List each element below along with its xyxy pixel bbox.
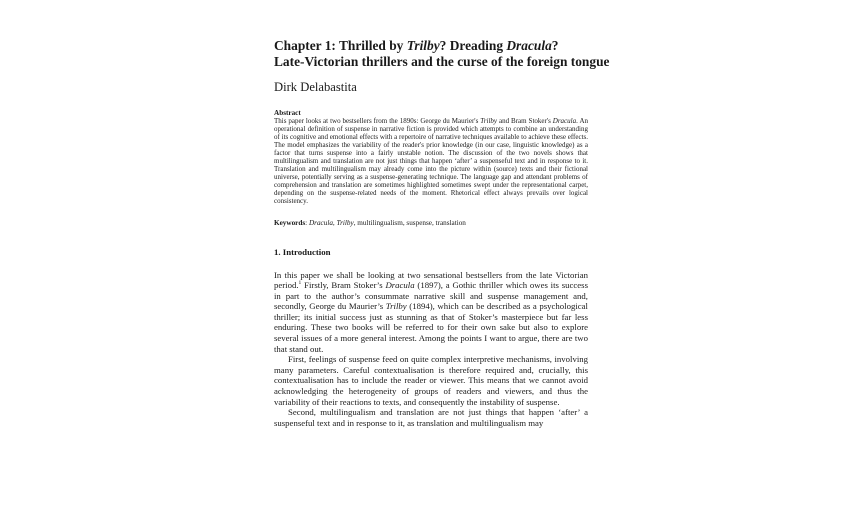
chapter-title-mid: ? Dreading: [439, 38, 507, 53]
body-paragraph-2: First, feelings of suspense feed on quite complex interpretive mechanisms, involving many parameters. Careful contextualisation is therefore required and, crucially, this contextualisation has to include the reader or viewer. This means that we cannot avoid acknowledging the heterogeneity of groups of readers and viewers, and thus the variability of their reactions to texts, and consequently the instability of suspense.: [274, 354, 588, 407]
keywords-label: Keywords: [274, 218, 306, 227]
chapter-title-prefix: Chapter 1: Thrilled by: [274, 38, 407, 53]
abstract-text: This paper looks at two bestsellers from the 1890s: George du Maurier's Trilby and Bram Stoker's Dracula. An operational definition of suspense in narrative fiction is provided which attempts to combine an understanding of its cognitive and emotional effects with a repertoire of narrative techniques available to achieve these effects. The model emphasizes the variability of the reader's prior knowledge (in our case, linguistic knowledge) as a factor that turns suspense into a fairly unstable notion. The discussion of the two novels shows that multilingualism and translation are not just things that happen ‘after’ a suspenseful text and in response to it. Translation and multilingualism may already come into the picture within (source) texts and their fictional universe, potentially serving as a suspense-generating technique. The language gap and attendant problems of comprehension and translation are sometimes highlighted sometimes swept under the representational carpet, depending on the suspense-related needs of the moment. Rhetorical effect always prevails over logical consistency.: [274, 117, 589, 206]
chapter-title-trilby: Trilby: [406, 38, 440, 53]
paper-page: [274, 38, 610, 428]
keywords-line: Keywords: Dracula, Trilby, multilingualism, suspense, translation: [274, 218, 466, 227]
chapter-title: [274, 38, 588, 54]
chapter-title-dracula: Dracula: [506, 38, 552, 53]
author-name: Dirk Delabastita: [274, 80, 357, 94]
body-paragraph-3: Second, multilingualism and translation are not just things that happen ‘after’ a suspenseful text and in response to it, as translation and multilingualism may: [274, 407, 588, 428]
footnote-marker[interactable]: 1: [298, 280, 302, 287]
chapter-subtitle: Late-Victorian thrillers and the curse of the foreign tongue: [274, 54, 610, 69]
body-paragraph-1: In this paper we shall be looking at two sensational bestsellers from the late Victorian period.$^1$ Firstly, Bram Stoker’s Dracula (1897), a Gothic thriller which owes its success in part to the author’s consummate narrative skill and suspense management and, secondly, George du Maurier’s Trilby (1894), which can be described as a psychological thriller; its initial success just as stunning as that of Stoker’s masterpiece but far less enduring. These two books will be referred to for their own sake but also to explore several issues of a more general interest. Among the points I want to argue, there are two that stand out.: [274, 269, 588, 354]
keyword-trilby: Trilby: [336, 218, 354, 227]
section-heading: 1. Introduction: [274, 246, 331, 257]
keyword-dracula: Dracula: [308, 218, 333, 227]
chapter-title-end: ?: [551, 38, 559, 53]
body-text: [274, 270, 588, 429]
keywords-rest: , multilingualism, suspense, translation: [353, 218, 466, 227]
abstract-heading: Abstract: [274, 109, 301, 117]
